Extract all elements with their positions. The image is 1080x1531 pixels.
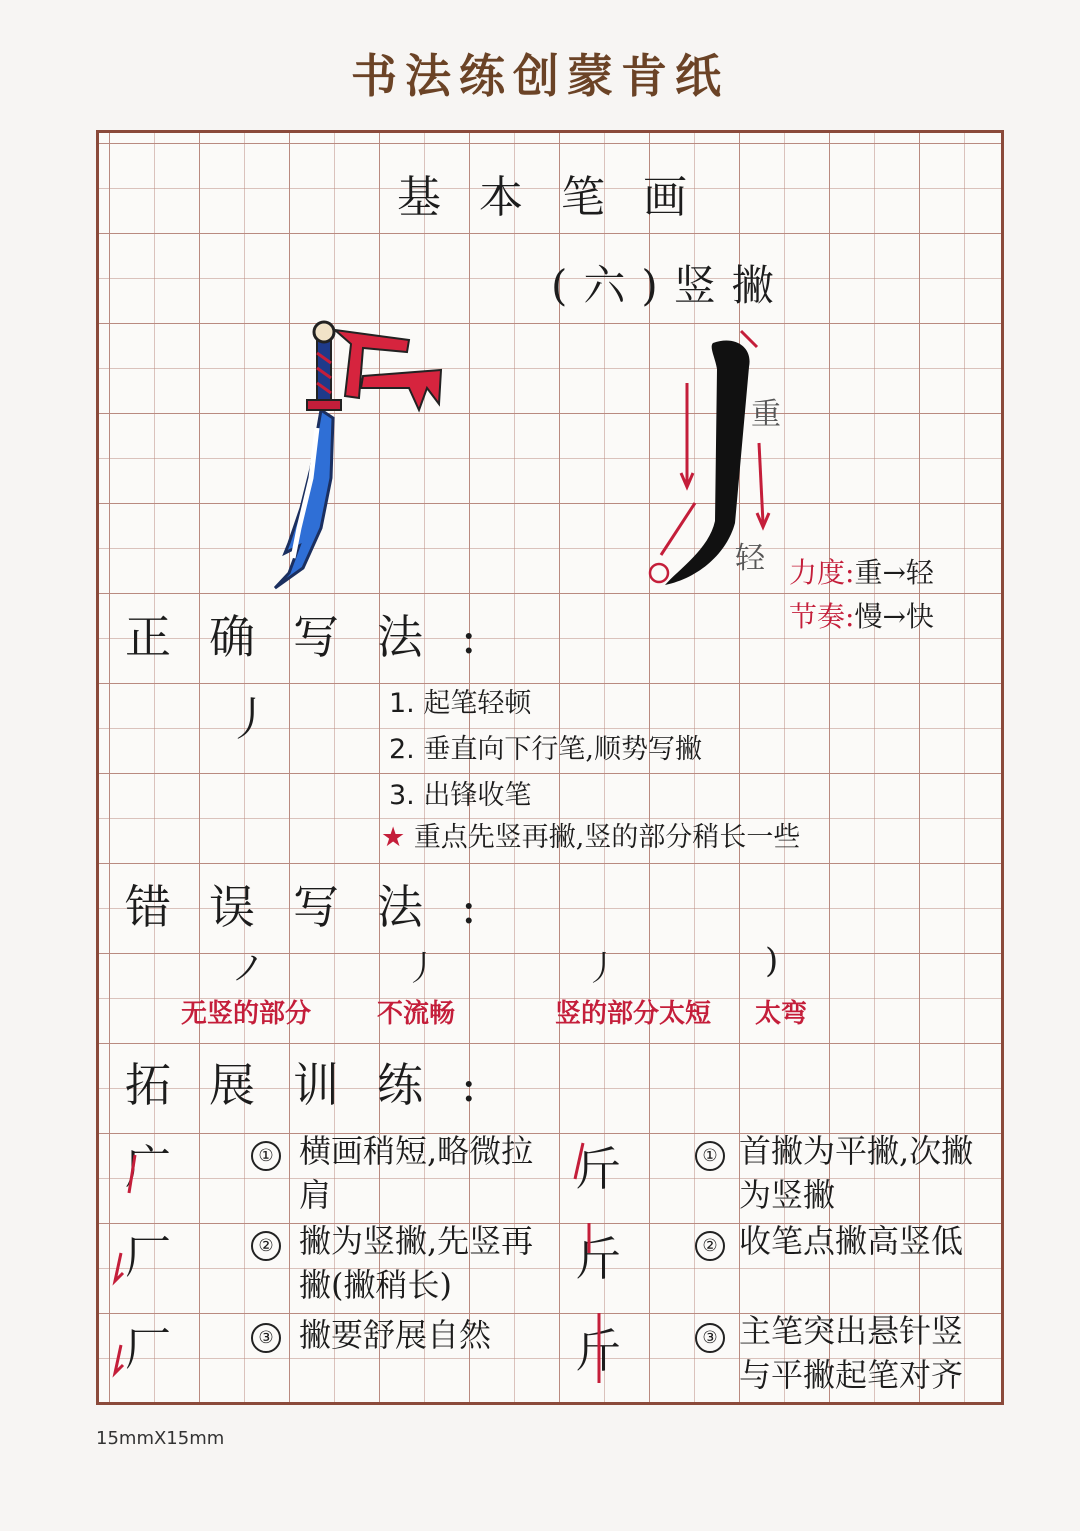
extend-right-glyph: 斤 bbox=[575, 1232, 621, 1286]
power-value: 重→轻 bbox=[854, 556, 934, 589]
extend-left-num: ① bbox=[251, 1141, 281, 1171]
stroke-hints bbox=[99, 1113, 1004, 1403]
extend-right-num: ② bbox=[695, 1231, 725, 1261]
sword-illustration bbox=[259, 318, 459, 593]
lesson-title: 基本笔画 bbox=[397, 172, 725, 223]
wrong-glyph: 丿 bbox=[405, 949, 439, 989]
extend-left-glyph: 厂 bbox=[125, 1230, 171, 1284]
correct-heading: 正确写法: bbox=[125, 610, 515, 664]
extend-left-text: 撇为竖撇,先竖再撇(撇稍长) bbox=[299, 1222, 534, 1304]
lesson-subtitle: (六)竖撇 bbox=[551, 261, 790, 310]
grid-sheet bbox=[96, 130, 1004, 1405]
extend-right-text: 主笔突出悬针竖与平撇起笔对齐 bbox=[739, 1312, 964, 1394]
correct-sample: 丿 bbox=[227, 692, 273, 746]
extend-left-num: ③ bbox=[251, 1323, 281, 1353]
extend-left-glyph: 广 bbox=[125, 1140, 171, 1194]
wrong-glyph: 丿 bbox=[585, 949, 619, 989]
extend-left-glyph: 厂 bbox=[125, 1322, 171, 1376]
extend-right-num: ① bbox=[695, 1141, 725, 1171]
extend-heading: 拓展训练: bbox=[125, 1058, 515, 1112]
step-1: 1. 起笔轻顿 bbox=[389, 688, 532, 719]
wrong-glyph: ノ bbox=[231, 949, 265, 989]
extend-left-text: 横画稍短,略微拉肩 bbox=[299, 1132, 534, 1214]
wrong-label: 太弯 bbox=[755, 999, 808, 1029]
extend-right-text: 首撇为平撇,次撇为竖撇 bbox=[739, 1132, 974, 1214]
extend-right-glyph: 斤 bbox=[575, 1142, 621, 1196]
wrong-glyph: ) bbox=[765, 941, 779, 981]
grid-size-label: 15mmX15mm bbox=[96, 1428, 225, 1449]
extend-right-num: ③ bbox=[695, 1323, 725, 1353]
header-title: 书法练创蒙肯纸 bbox=[351, 49, 729, 103]
rhythm-value: 慢→快 bbox=[854, 600, 934, 633]
power-label: 力度: bbox=[789, 556, 855, 589]
extend-left-text: 撇要舒展自然 bbox=[299, 1316, 492, 1354]
wrong-label: 竖的部分太短 bbox=[555, 999, 712, 1029]
demo-note-light: 轻 bbox=[735, 541, 765, 576]
rhythm-row bbox=[789, 595, 934, 635]
wrong-label: 不流畅 bbox=[377, 999, 456, 1029]
extend-right-text: 收笔点撇高竖低 bbox=[739, 1222, 964, 1260]
wrong-heading: 错误写法: bbox=[125, 880, 515, 934]
step-2: 2. 垂直向下行笔,顺势写撇 bbox=[389, 734, 702, 765]
extend-right-glyph: 斤 bbox=[575, 1324, 621, 1378]
power-row bbox=[789, 551, 934, 591]
star-icon: ★ bbox=[381, 822, 406, 853]
rhythm-label: 节奏: bbox=[789, 600, 855, 633]
demo-note-heavy: 重 bbox=[751, 397, 781, 432]
key-point: ★ 重点先竖再撇,竖的部分稍长一些 bbox=[381, 822, 801, 853]
wrong-label: 无竖的部分 bbox=[181, 999, 312, 1029]
extend-left-num: ② bbox=[251, 1231, 281, 1261]
step-3: 3. 出锋收笔 bbox=[389, 780, 532, 811]
